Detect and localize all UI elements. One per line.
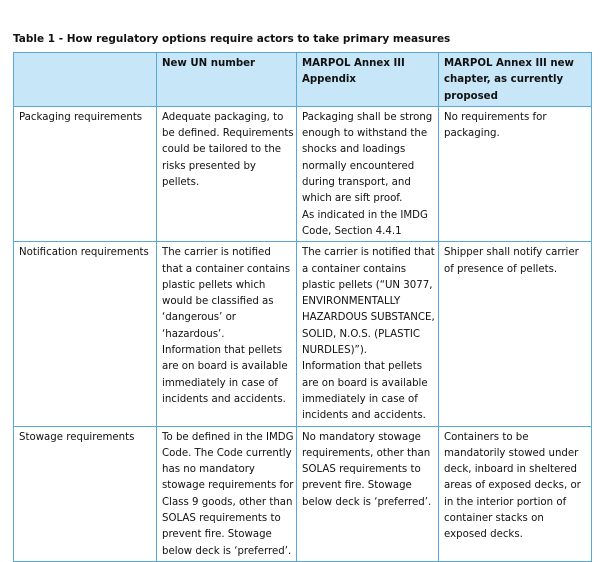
cell-line: The carrier is notified <box>162 247 271 259</box>
cell-line: risks presented by <box>162 160 256 172</box>
row-label-cell <box>14 242 157 426</box>
table-caption: Table 1 - How regulatory options require actors to take primary measures <box>13 33 451 45</box>
cell-line: stowage requirements for <box>162 480 294 492</box>
cell-line: To be defined in the IMDG <box>162 431 294 443</box>
cell-line: shocks and loadings <box>302 144 406 156</box>
cell-line: packaging. <box>444 128 500 140</box>
cell-line: SOLID, N.O.S. (PLASTIC <box>302 328 420 340</box>
cell-line: NURDLES)”). <box>302 345 368 357</box>
cell-line: Class 9 goods, other than <box>162 496 293 508</box>
header-line: Appendix <box>302 74 356 86</box>
table-cell <box>157 106 297 241</box>
cell-line: normally encountered <box>302 160 415 172</box>
cell-line: prevent fire. Stowage <box>302 480 412 492</box>
regulatory-options-table <box>13 52 592 562</box>
cell-line: incidents and accidents. <box>302 410 426 422</box>
table-cell <box>439 106 592 241</box>
table-cell <box>157 426 297 561</box>
row-label: Packaging requirements <box>19 111 143 123</box>
cell-line: plastic pellets (“UN 3077, <box>302 279 433 291</box>
table-cell <box>157 242 297 426</box>
cell-line: has no mandatory <box>162 464 255 476</box>
cell-line: could be tailored to the <box>162 144 282 156</box>
cell-line: pellets. <box>162 177 200 189</box>
header-line: MARPOL Annex III <box>302 58 405 69</box>
cell-line: Information that pellets <box>302 361 423 373</box>
cell-line: immediately in case of <box>162 377 278 389</box>
cell-line: mandatorily stowed under <box>444 447 579 459</box>
table-header-row <box>14 53 592 107</box>
cell-line: of presence of pellets. <box>444 263 558 275</box>
table-row-packaging <box>14 106 592 241</box>
cell-line: in the interior portion of <box>444 496 567 508</box>
cell-line: be defined. Requirements <box>162 128 294 140</box>
cell-line: below deck is ‘preferred’. <box>302 496 432 508</box>
header-cell-marpol-appendix <box>297 53 439 107</box>
cell-line: No requirements for <box>444 111 547 123</box>
cell-line: As indicated in the IMDG <box>302 209 428 221</box>
cell-line: HAZARDOUS SUBSTANCE, <box>302 312 435 324</box>
cell-line: SOLAS requirements to <box>302 464 421 476</box>
header-line: MARPOL Annex III new <box>444 58 574 69</box>
cell-line: a container contains <box>302 263 407 275</box>
cell-line: Packaging shall be strong <box>302 111 433 123</box>
cell-line: which are sift proof. <box>302 193 403 205</box>
cell-line: Code. The Code currently <box>162 447 292 459</box>
table-cell <box>439 242 592 426</box>
header-line: proposed <box>444 90 498 102</box>
header-line: chapter, as currently <box>444 74 564 86</box>
header-line: New UN number <box>162 58 256 69</box>
table-row-notification <box>14 242 592 426</box>
row-label-cell <box>14 106 157 241</box>
cell-line: ‘hazardous’. <box>162 328 225 340</box>
table-cell <box>439 426 592 561</box>
cell-line: Code, Section 4.4.1 <box>302 225 402 237</box>
cell-line: SOLAS requirements to <box>162 513 281 525</box>
header-cell-new-un-number <box>157 53 297 107</box>
cell-line: during transport, and <box>302 177 411 189</box>
header-cell-empty <box>14 53 157 107</box>
cell-line: are on board is available <box>162 361 288 373</box>
cell-line: No mandatory stowage <box>302 431 421 443</box>
header-cell-marpol-new-chapter <box>439 53 592 107</box>
cell-line: Adequate packaging, to <box>162 111 284 123</box>
table-cell <box>297 242 439 426</box>
cell-line: ‘dangerous’ or <box>162 312 236 324</box>
cell-line: that a container contains <box>162 263 291 275</box>
cell-line: Information that pellets <box>162 345 283 357</box>
cell-line: incidents and accidents. <box>162 393 286 405</box>
cell-line: ENVIRONMENTALLY <box>302 296 401 308</box>
cell-line: would be classified as <box>162 296 274 308</box>
cell-line: requirements, other than <box>302 447 431 459</box>
cell-line: areas of exposed decks, or <box>444 480 581 492</box>
cell-line: are on board is available <box>302 377 428 389</box>
cell-line: prevent fire. Stowage <box>162 529 272 541</box>
cell-line: exposed decks. <box>444 529 523 541</box>
cell-line: Containers to be <box>444 431 529 443</box>
cell-line: below deck is ‘preferred’. <box>162 545 292 557</box>
table-cell <box>297 106 439 241</box>
row-label: Notification requirements <box>19 247 149 259</box>
cell-line: container stacks on <box>444 513 544 525</box>
table-row-stowage <box>14 426 592 561</box>
table-cell <box>297 426 439 561</box>
cell-line: immediately in case of <box>302 393 418 405</box>
cell-line: deck, inboard in sheltered <box>444 464 578 476</box>
cell-line: enough to withstand the <box>302 128 428 140</box>
cell-line: Shipper shall notify carrier <box>444 247 579 259</box>
row-label: Stowage requirements <box>19 431 135 443</box>
row-label-cell <box>14 426 157 561</box>
cell-line: plastic pellets which <box>162 279 266 291</box>
cell-line: The carrier is notified that <box>302 247 435 259</box>
